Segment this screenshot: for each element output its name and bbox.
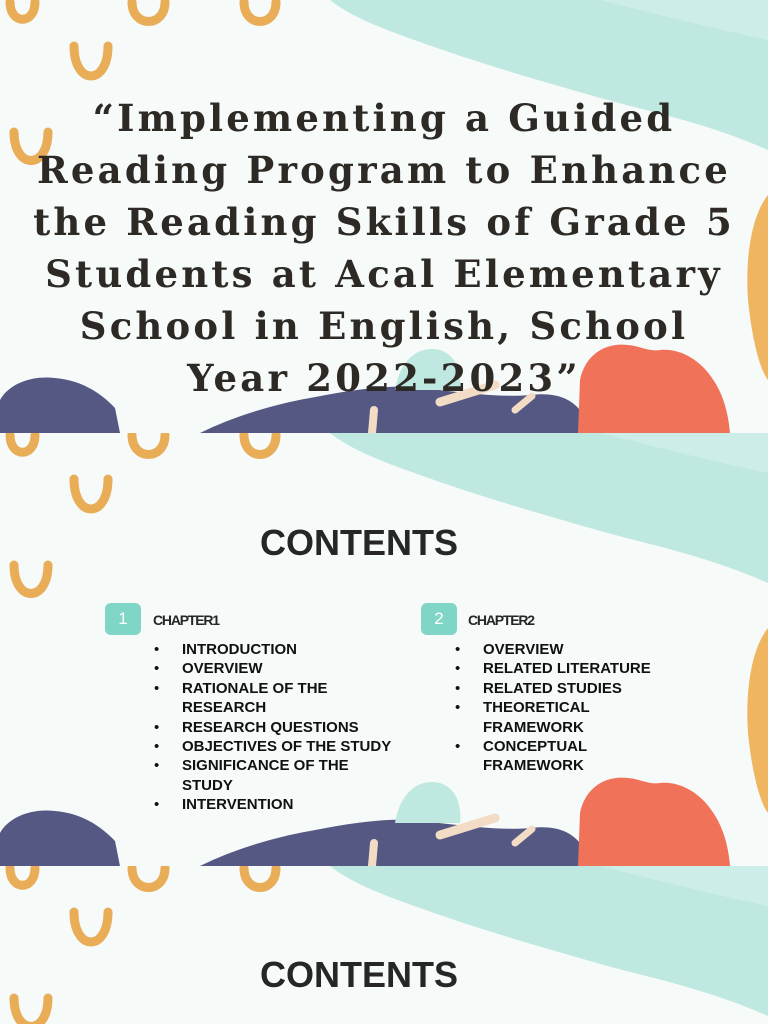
list-item: • INTERVENTION bbox=[154, 795, 394, 814]
chapter2-label: CHAPTER2 bbox=[468, 612, 534, 628]
list-item: • THEORETICAL FRAMEWORK bbox=[455, 698, 685, 737]
presentation-title: “Implementing a Guided Reading Program to Enhance the Reading Skills of Grade 5 Students at Acal Elementary School in English, School Year 2022-2023” bbox=[33, 96, 735, 400]
list-item: • INTRODUCTION bbox=[154, 640, 394, 659]
list-item: • RATIONALE OF THE RESEARCH bbox=[154, 679, 394, 718]
list-item: • OVERVIEW bbox=[455, 640, 685, 659]
decorative-background bbox=[0, 866, 768, 1024]
list-item: • RELATED STUDIES bbox=[455, 679, 685, 698]
chapter1-label: CHAPTER1 bbox=[153, 612, 219, 628]
list-item: • OVERVIEW bbox=[154, 659, 394, 678]
contents-heading: CONTENTS bbox=[260, 522, 458, 563]
contents-slide bbox=[0, 433, 768, 866]
chapter1-number-badge: 1 bbox=[105, 603, 141, 635]
list-item: • OBJECTIVES OF THE STUDY bbox=[154, 737, 394, 756]
title-slide bbox=[0, 0, 768, 433]
chapter1-list bbox=[154, 640, 394, 815]
list-item: • SIGNIFICANCE OF THE STUDY bbox=[154, 756, 394, 795]
chapter2-number-badge: 2 bbox=[421, 603, 457, 635]
contents-heading: CONTENTS bbox=[260, 954, 458, 995]
list-item: • RELATED LITERATURE bbox=[455, 659, 685, 678]
list-item: • RESEARCH QUESTIONS bbox=[154, 718, 394, 737]
chapter2-list bbox=[455, 640, 685, 776]
contents-slide-2 bbox=[0, 866, 768, 1024]
list-item: • CONCEPTUAL FRAMEWORK bbox=[455, 737, 685, 776]
